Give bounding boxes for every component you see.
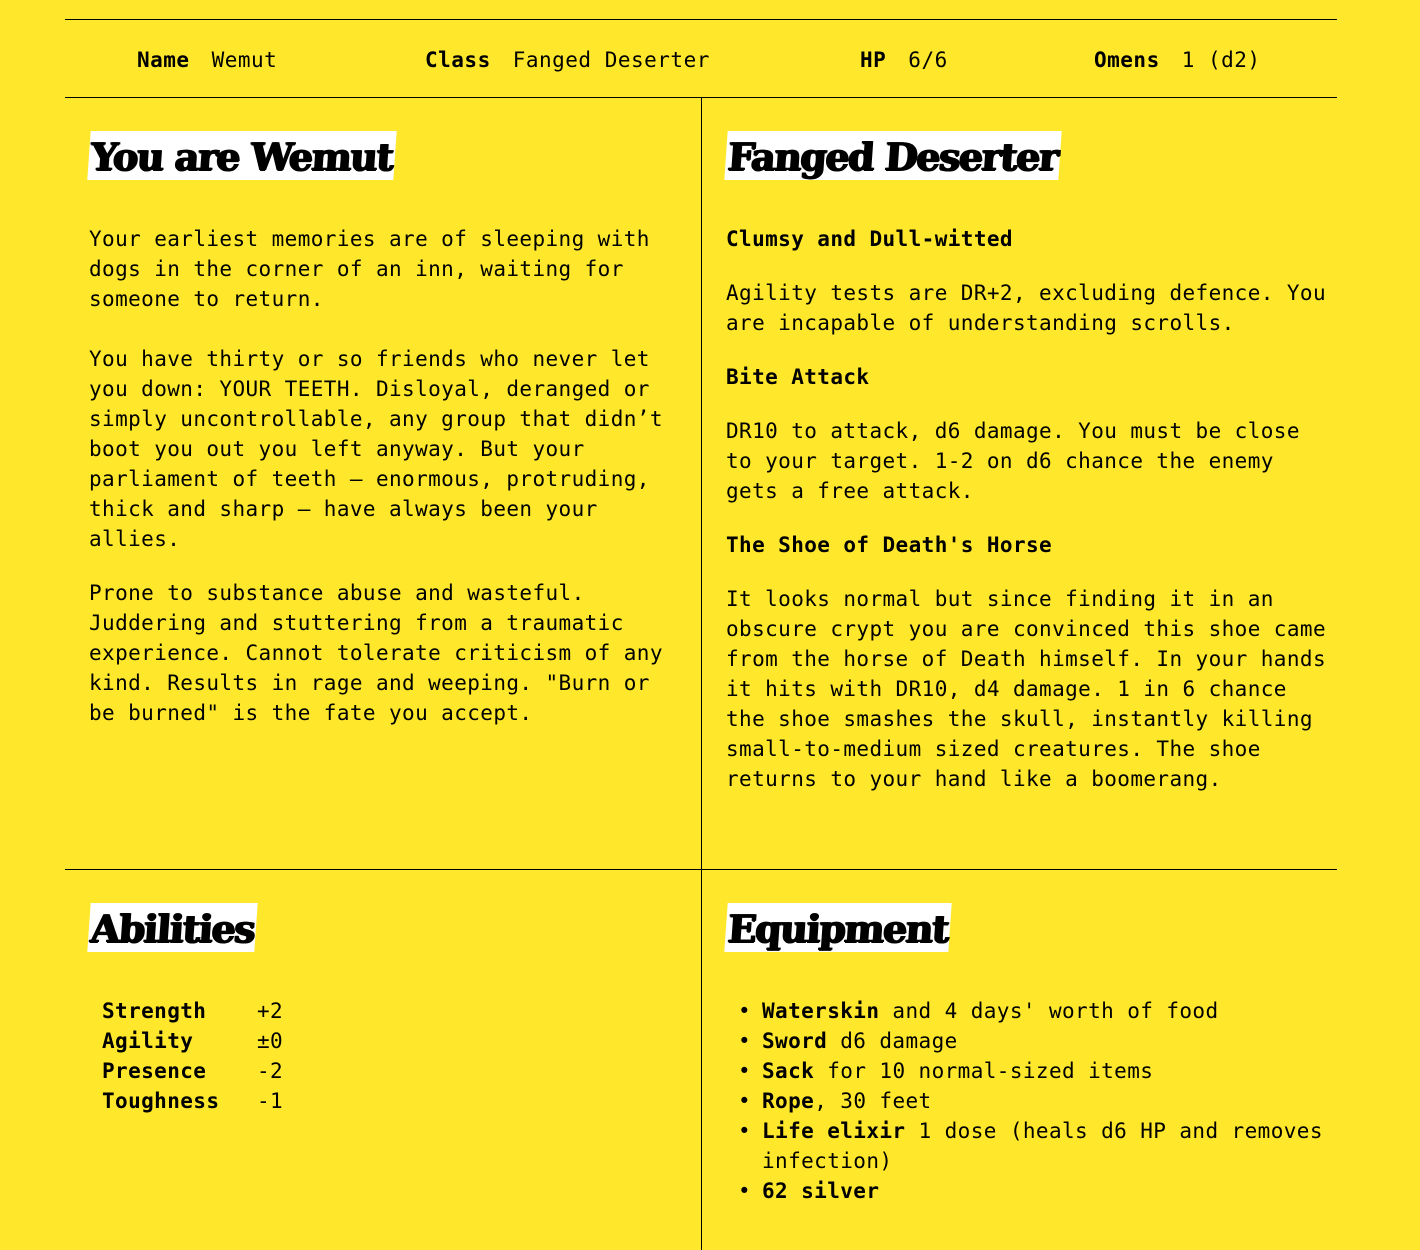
stat-omens — [1094, 44, 1261, 76]
column-divider-top — [701, 98, 702, 870]
ability-row-agility — [102, 1026, 679, 1056]
ability-row-toughness — [102, 1086, 679, 1116]
bio-paragraph-1: Your earliest memories are of sleeping with dogs in the corner of an inn, waiting for someone to return. — [89, 227, 663, 311]
bullet-icon: • — [738, 1089, 752, 1113]
feature-title-clumsy: Clumsy and Dull-witted — [726, 227, 1013, 251]
bio-paragraph-3: Prone to substance abuse and wasteful. Juddering and stuttering from a traumatic experience. Cannot tolerate criticism of any kind. Results in rage and weeping. "Burn or be burned" is the fate you accept. — [89, 581, 676, 725]
abilities-heading: Abilities — [87, 903, 258, 952]
equipment-item-name: Sword — [762, 1029, 828, 1053]
class-label: Class — [425, 48, 491, 72]
equipment-item-name: Rope — [762, 1089, 815, 1113]
stat-class — [425, 44, 710, 76]
abilities-panel — [89, 903, 679, 1116]
equipment-item-life-elixir — [726, 1116, 1326, 1176]
column-divider-bottom — [701, 870, 702, 1250]
feature-title-bite: Bite Attack — [726, 365, 870, 389]
ability-name: Presence — [102, 1059, 207, 1083]
bio-paragraph-2: You have thirty or so friends who never let you down: YOUR TEETH. Disloyal, deranged or simply uncontrollable, any group that didn’t boot you out you left anyway. But your parliament of teeth — enormous, protruding, thick and sharp — have always been your allies. — [89, 347, 676, 551]
equipment-item-name: Sack — [762, 1059, 815, 1083]
equipment-item-detail: , 30 feet — [814, 1089, 932, 1113]
bio-panel — [89, 131, 679, 752]
feature-text-shoe: It looks normal but since finding it in an obscure crypt you are convinced this shoe came from the horse of Death himself. In your hands it hits with DR10, d4 damage. 1 in 6 chance the shoe smashes the skull, instantly killing small-to-medium sized creatures. The shoe returns to your hand like a boomerang. — [726, 587, 1340, 791]
bullet-icon: • — [738, 999, 752, 1023]
omens-label: Omens — [1094, 48, 1160, 72]
ability-name: Toughness — [102, 1089, 220, 1113]
equipment-item-name: 62 silver — [762, 1179, 880, 1203]
feature-text-bite: DR10 to attack, d6 damage. You must be close to your target. 1-2 on d6 chance the enemy gets a free attack. — [726, 419, 1313, 503]
equipment-item-rope — [726, 1086, 1326, 1116]
bullet-icon: • — [738, 1059, 752, 1083]
class-value: Fanged Deserter — [512, 48, 710, 72]
ability-name: Strength — [102, 999, 207, 1023]
equipment-item-name: Waterskin — [762, 999, 880, 1023]
bullet-icon: • — [738, 1179, 752, 1203]
equipment-item-detail: for 10 normal-sized items — [814, 1059, 1154, 1083]
bio-heading: You are Wemut — [87, 131, 396, 180]
omens-value: 1 (d2) — [1181, 48, 1261, 72]
equipment-item-detail: and 4 days' worth of food — [879, 999, 1219, 1023]
equipment-list — [726, 996, 1326, 1206]
class-heading: Fanged Deserter — [724, 131, 1061, 180]
ability-value: ±0 — [257, 1029, 284, 1053]
stat-name — [137, 44, 277, 76]
ability-name: Agility — [102, 1029, 194, 1053]
ability-value: +2 — [257, 999, 284, 1023]
ability-row-strength — [102, 996, 679, 1026]
ability-value: -2 — [257, 1059, 284, 1083]
equipment-item-detail: d6 damage — [827, 1029, 958, 1053]
bullet-icon: • — [738, 1029, 752, 1053]
equipment-item-silver — [726, 1176, 1326, 1206]
bullet-icon: • — [738, 1119, 752, 1143]
ability-row-presence — [102, 1056, 679, 1086]
hp-value: 6/6 — [908, 48, 948, 72]
feature-text-clumsy: Agility tests are DR+2, excluding defence. You are incapable of understanding scrolls. — [726, 281, 1340, 335]
equipment-item-sack — [726, 1056, 1326, 1086]
equipment-item-sword — [726, 1026, 1326, 1056]
equipment-item-detail: 1 dose (heals d6 HP and removes infection) — [762, 1119, 1323, 1173]
stat-hp — [860, 44, 948, 76]
hp-label: HP — [860, 48, 887, 72]
equipment-item-waterskin — [726, 996, 1326, 1026]
feature-title-shoe: The Shoe of Death's Horse — [726, 533, 1053, 557]
equipment-panel — [726, 903, 1326, 1206]
name-label: Name — [137, 48, 190, 72]
ability-value: -1 — [257, 1089, 284, 1113]
equipment-heading: Equipment — [724, 903, 952, 952]
class-panel — [726, 131, 1340, 818]
abilities-table — [102, 996, 679, 1116]
name-value: Wemut — [211, 48, 278, 72]
stats-bar — [65, 19, 1337, 98]
equipment-item-name: Life elixir — [762, 1119, 906, 1143]
